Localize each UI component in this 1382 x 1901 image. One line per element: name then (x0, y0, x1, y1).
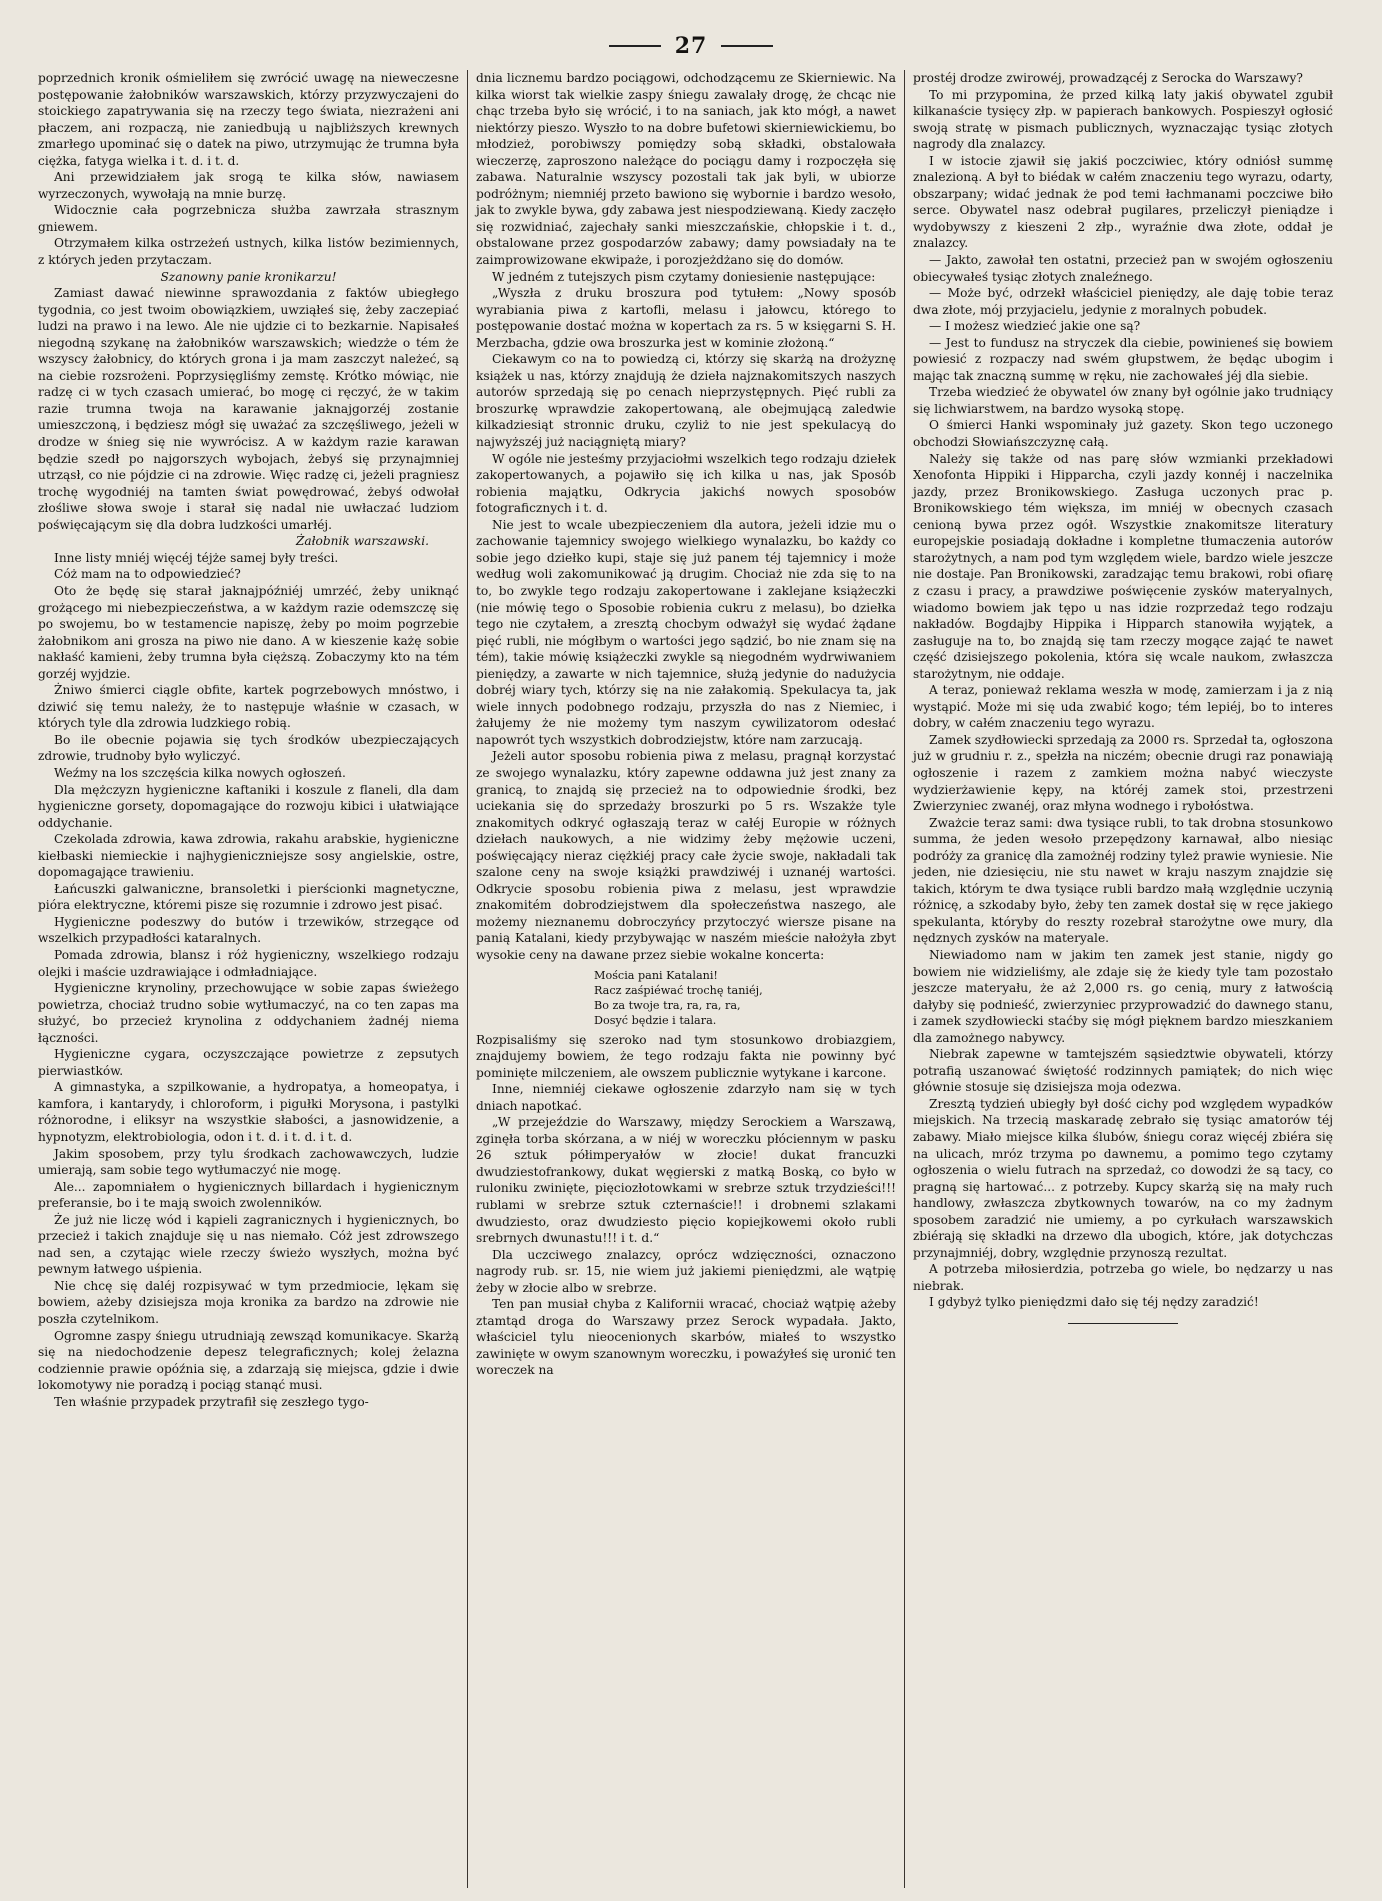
paragraph: — I możesz wiedzieć jakie one są? (929, 319, 1141, 334)
paragraph: Weźmy na los szczęścia kilka nowych ogłoszeń. (54, 765, 346, 780)
paragraph: W ogóle nie jesteśmy przyjaciołmi wszelkich tego rodzaju dziełek zakopertowanych, a pojawiło się ich kilka u nas, jak Sposób robienia majątku, Odkrycia jakichś nowych sposobów fotograficznych i t. d. (476, 451, 896, 516)
paragraph: Otrzymałem kilka ostrzeżeń ustnych, kilka listów bezimiennych, z których jeden przytaczam. (38, 236, 459, 268)
paragraph: — Jakto, zawołał ten ostatni, przecież pan w swojém ogłoszeniu obiecywałeś tysiąc złotych znaleźnego. (913, 253, 1333, 284)
paragraph: Zważcie teraz sami: dwa tysiące rubli, to tak drobna stosunkowo summa, że jeden wesoło przepędzony karnawał, albo niesiąc podróży za granicę dla zamożnéj rodziny tyleż prawie wyniesie. Nie jeden, nie dziesięciu, nie stu nawet w kraju naszym znajdzie się takich, którym te dwa tysiące rubli bardzo małą względnie uczynią różnicę, a szkodaby było, żeby ten zamek dostał się w ręce jakiego spekulanta, któryby do reszty rozebrał starożytne owe mury, dla nędznych zysków na materyale. (913, 815, 1333, 946)
paragraph: Niebrak zapewne w tamtejszém sąsiedztwie obywateli, którzy potrafią uszanować świętość rodzinnych pamiątek; do nich więc głównie stosuje się dzisiejsza moja odezwa. (913, 1047, 1333, 1095)
page-number: 27 (674, 33, 708, 59)
paragraph: Jeżeli autor sposobu robienia piwa z melasu, pragnął korzystać ze swojego wynalazku, który zapewne oddawna już jest znany za granicą, to znajdą się przecież na to odpowiednie środki, bez uciekania się do sprzedaży broszurki po 5 rs. Wszakże tyle znakomitych odkryć ogłaszają teraz w całéj Europie w różnych dziełach naukowych, a nie widzimy żeby mężowie uczeni, poświęcający nieraz ciężkiéj pracy całe życie swoje, nakładali tak szalone ceny na swoje książki prawdziwéj i uznanéj wartości. Odkrycie sposobu robienia piwa z melasu, jest wprawdzie znakomitém dobrodziejstwem dla społeczeństwa naszego, ale możemy nieznanemu dobroczyńcy przytoczyć wiersze pisane na panią Katalani, kiedy przybywając w naszém mieście nałożyła zbyt wysokie ceny na dawane przez siebie wokalne koncerta: (476, 749, 896, 962)
paragraph: Ciekawym co na to powiedzą ci, którzy się skarżą na drożyznę książek u nas, którzy znajdują że dzieła najznakomitszych naszych autorów sprzedają się po cenach nieprzystępnych. Pięć rubli za broszurkę wprawdzie zakopertowaną, ale obejmującą zaledwie kilkadziesiąt stronnic druku, czyliż to nie jest spekulacyą do najwyższéj już naciągniętą miary? (476, 352, 896, 450)
verse-line: Bo za twoje tra, ra, ra, ra, (594, 998, 741, 1012)
column-left (30, 70, 467, 1888)
paragraph: Ten pan musiał chyba z Kalifornii wracać, chociaż wątpię ażeby ztamtąd droga do Warszawy przez Serock wypadała. Jakto, właściciel tylu nieocenionych skarbów, miałeś to wszystko zawinięte w owym szanownym woreczku, i powaźyłeś się uronić ten woreczek na (476, 1297, 896, 1378)
paragraph: Trzeba wiedzieć że obywatel ów znany był ogólnie jako trudniący się lichwiarstwem, na bardzo wysoką stopę. (913, 385, 1333, 416)
paragraph: A potrzeba miłosierdzia, potrzeba go wiele, bo nędzarzy u nas niebrak. (913, 1262, 1333, 1293)
paragraph: Zresztą tydzień ubiegły był dość cichy pod względem wypadków miejskich. Na trzecią maskaradę zebrało się tysiąc amatorów téj zabawy. Miało miejsce kilka ślubów, śniegu coraz więcéj zbiéra się na ulicach, mróz trzyma po dawnemu, a pomimo tego czytamy ogłoszenia o wielu futrach na sprzedaż, co dowodzi że są tacy, co pragną się hartować... z potrzeby. Kupcy skarżą się na mały ruch handlowy, zwłaszcza zbytkownych towarów, na co my żadnym sposobem zaradzić nie umiemy, a po cyrkułach warszawskich zbiérają się składki na drzewo dla ubogich, które, jak dotychczas przynajmniéj, dobry, względnie przynoszą rezultat. (913, 1096, 1333, 1260)
column-right (904, 70, 1341, 1888)
paragraph: Ten właśnie przypadek przytrafił się zeszłego tygo- (54, 1394, 369, 1409)
paragraph: Łańcuszki galwaniczne, bransoletki i pierścionki magnetyczne, pióra elektryczne, któremi pisze się rozumnie i zdrowo jest pisać. (38, 881, 459, 913)
end-rule (1068, 1323, 1178, 1324)
header-rule-left (609, 45, 661, 47)
paragraph: Bo ile obecnie pojawia się tych środków ubezpieczających zdrowie, trudnoby było wyliczyć. (38, 732, 459, 764)
header-rule-right (721, 45, 773, 47)
paragraph: Żniwo śmierci ciągle obfite, kartek pogrzebowych mnóstwo, i dziwić się temu należy, że to następuje właśnie w czasach, w których tyle dla zdrowia ludzkiego robią. (38, 683, 459, 731)
paragraph: Hygieniczne krynoliny, przechowujące w sobie zapas świeżego powietrza, chociaż trudno sobie wytłumaczyć, na co ten zapas ma służyć, bo przecież krynolina z oddychaniem żadnéj niema łączności. (38, 981, 459, 1045)
paragraph: Inne listy mniéj więcéj téjże samej były treści. (54, 550, 339, 565)
paragraph: Dla mężczyzn hygieniczne kaftaniki i koszule z flaneli, dla dam hygieniczne gorsety, dopomagające do rozwoju kibici i ułatwiające oddychanie. (38, 782, 459, 830)
paragraph: prostéj drodze zwirowéj, prowadzącéj z Serocka do Warszawy? (913, 71, 1303, 85)
verse-line: Mościa pani Katalani! (594, 968, 718, 982)
paragraph: Dla uczciwego znalazcy, oprócz wdzięczności, oznaczono nagrody rub. sr. 15, nie wiem już jakiemi pieniędzmi, ale wątpię żeby w złocie albo w srebrze. (476, 1247, 896, 1295)
column-middle (467, 70, 904, 1888)
paragraph: Pomada zdrowia, blansz i róż hygieniczny, wszelkiego rodzaju olejki i maście uzdrawiające i odmładniające. (38, 947, 459, 979)
paragraph: A gimnastyka, a szpilkowanie, a hydropatya, a homeopatya, i kamfora, i kantarydy, i chloroform, i pigułki Morysona, i pastylki różnorodne, i eliksyr na wszystkie słabości, a jasnowidzenie, a hypnotyzm, elektrobiologia, odon i t. d. i t. d. i t. d. (38, 1080, 459, 1144)
paragraph: To mi przypomina, że przed kilką laty jakiś obywatel zgubił kilkanaście tysięcy złp. w papierach bankowych. Pospieszył ogłosić swoją stratę w pismach publicznych, wyznaczając tysiąc złotych nagrody dla znalazcy. (913, 87, 1333, 152)
paragraph: I gdybyż tylko pieniędzmi dało się téj nędzy zaradzić! (929, 1295, 1259, 1310)
verse-line: Dosyć będzie i talara. (594, 1013, 717, 1027)
paragraph: Nie jest to wcale ubezpieczeniem dla autora, jeżeli idzie mu o zachowanie tajemnicy swojego wielkiego wynalazku, bo każdy co sobie jego dziełko kupi, staje się już panem téj tajemnicy i może według woli zakomunikować ją drugim. Chociaż nie zda się to na to, bo zwykle tego rodzaju zakopertowane i zaklejane książeczki (nie mówię tego o Sposobie robienia cukru z melasu), bo dziełka tego nie czytałem, a zresztą chocbym odważył się wydać żądane pięć rubli, nie mógłbym o wartości jego sądzić, bo nie znam się na tém), takie mówię książeczki zwykle są niegodném wydrwiwaniem pieniędzy, a zawarte w nich tajemnice, służą jedynie do nadużycia dobréj wiary tych, którzy się na nie załakomią. Spekulacya ta, jak wiele innych podobnego rodzaju, przyszła do nas z Niemiec, i żałujemy że nie możemy tym naszym cywilizatorom odesłać napowrót tych wszystkich dobrodziejstw, które nam zarzucają. (476, 517, 896, 747)
page-header (0, 26, 1382, 66)
paragraph: Inne, niemniéj ciekawe ogłoszenie zdarzyło nam się w tych dniach napotkać. (476, 1082, 896, 1113)
verse-line: Racz zaśpiéwać trochę taniéj, (594, 983, 763, 997)
verse-quote (476, 968, 896, 1028)
paragraph: Widocznie cała pogrzebnicza służba zawrzała strasznym gniewem. (38, 203, 459, 234)
paragraph: Rozpisaliśmy się szeroko nad tym stosunkowo drobiazgiem, znajdujemy bowiem, że tego rodzaju fakta nie powinny być pominięte milczeniem, ale owszem publicznie wytykane i karcone. (476, 1032, 896, 1080)
paragraph: Hygieniczne cygara, oczyszczające powietrze z zepsutych pierwiastków. (38, 1047, 459, 1078)
paragraph: Oto że będę się starał jaknajpóźniéj umrzéć, żeby uniknąć grożącego mi niebezpieczeństwa, a w każdym razie odemszczę się po swojemu, bo w testamencie napiszę, żeby po moim pogrzebie żałobnikom ani grosza na piwo nie dano. A w kieszenie każę sobie nakłaść kamieni, żeby trumna była cięższą. Zobaczymy kto na tém gorzéj wyjdzie. (38, 583, 459, 681)
paragraph: Hygieniczne podeszwy do butów i trzewików, strzegące od wszelkich przypadłości kataralnych. (38, 914, 459, 946)
paragraph: „Wyszła z druku broszura pod tytułem: „Nowy sposób wyrabiania piwa z kartofli, melasu i jałowcu, którego to postępowanie dostać można w kopertach za rs. 5 w księgarni S. H. Merzbacha, gdzie owa broszurka jest w kominie złożoną.“ (476, 286, 896, 350)
paragraph: A teraz, ponieważ reklama weszła w modę, zamierzam i ja z nią wystąpić. Może mi się uda zwabić kogo; tém lepiéj, bo to interes dobry, w całém znaczeniu tego wyrazu. (913, 683, 1333, 731)
paragraph: Zamiast dawać niewinne sprawozdania z faktów ubiegłego tygodnia, co jest twoim obowiązkiem, uwziąłeś się, żeby zaczepiać ludzi na prawo i na lewo. Ale nie ujdzie ci to bezkarnie. Napisałeś niegodną szykanę na żałobników warszawskich; wiedzże o tém że wszyscy żałobnicy, do których grona i ja mam zaszczyt należeć, są na ciebie rozsrożeni. Poprzysięgliśmy zemstę. Krótko mówiąc, nie radzę ci w tych czasach umierać, bo mogę ci ręczyć, że w takim razie trumna twoja na karawanie jaknajgorzéj zostanie umieszczoną, i będziesz mógł się uważać za szczęśliwego, jeżeli w drodze w śnieg się nie wywrócisz. A w każdym razie karawan będzie szedł po najgorszych wybojach, żebyś się przynajmniej utrząsł, co nie pójdzie ci na zdrowie. Więc radzę ci, jeżeli pragniesz trochę wygodniéj na tamten świat powędrować, żebyś odwołał złośliwe słowa swoje i starał się nadal nie uwłaczać ludziom poświęcającym się dla dobra ludzkości umarłéj. (38, 286, 459, 532)
paragraph: Należy się także od nas parę słów wzmianki przekładowi Xenofonta Hippiki i Hipparcha, czyli jazdy konnéj i naczelnika jazdy, przez Bronikowskiego. Zasługa uczonych prac p. Bronikowskiego tém większa, im mniéj w obecnych czasach cenioną bywa przez ogół. Wszystkie znakomitsze literatury europejskie posiadają dokładne i kompletne tłumaczenia autorów starożytnych, a nam pod tym względem wiele, bardzo wiele jeszcze nie dostaje. Pan Bronikowski, zaradzając temu brakowi, robi ofiarę z czasu i pracy, a prawdziwe poświęcenie zysków materyalnych, wiadomo bowiem jak tępo u nas idzie rozprzedaż tego rodzaju nakładów. Bogdajby Hippika i Hipparch stanowiła wyjątek, a zasługuje na to, bo znajdą się tam rzeczy mogące zająć te nawet część dzisiejszego pokolenia, która się wcale naukom, zwłaszcza starożytnym, nie oddaje. (913, 451, 1333, 681)
paragraph: Ani przewidziałem jak srogą te kilka słów, nawiasem wyrzeczonych, wywołają na mnie burzę. (38, 170, 459, 201)
paragraph: W jedném z tutejszych pism czytamy doniesienie następujące: (492, 269, 876, 284)
paragraph: I w istocie zjawił się jakiś poczciwiec, który odniósł summę znalezioną. A był to biédak w całém znaczeniu tego wyrazu, odarty, obszarpany; widać jednak że pod temi łachmanami poczciwe biło serce. Obywatel nasz odebrał pugilares, przeliczył pieniądze i wydobywszy z kieszeni 2 złp., wyraźnie dwa złote, oddał je znalazcy. (913, 153, 1333, 251)
paragraph: Czekolada zdrowia, kawa zdrowia, rakahu arabskie, hygieniczne kiełbaski niemieckie i najhygieniczniejsze sosy angielskie, ostre, dopomagające trawieniu. (38, 832, 459, 880)
paragraph: Niewiadomo nam w jakim ten zamek jest stanie, nigdy go bowiem nie widzieliśmy, ale zdaje się że kiedy tyle tam pozostało jeszcze materyału, że aż 2,000 rs. go cenią, mury z łatwością dałyby się podnieść, zwierzyniec przyprowadzić do dawnego stanu, i zamek szydłowiecki staćby się mógł pięknem bardzo mieszkaniem dla zamożnego nabywcy. (913, 947, 1333, 1045)
text-columns (30, 70, 1352, 1888)
paragraph: dnia licznemu bardzo pociągowi, odchodzącemu ze Skierniewic. Na kilka wiorst tak wielkie zaspy śniegu zawalały drogę, że chcąc nie chąc trzeba było się wrócić, i to na saniach, jak kto mógł, a nawet niektórzy pieszo. Wyszło to na dobre bufetowi skierniewickiemu, bo młodzież, porobiwszy pomiędzy sobą składki, obstalowała wieczerzę, zaproszono należące do pociągu damy i rozpoczęła się zabawa. Naturalnie wszyscy pozostali tak jak byli, w ubiorze podróżnym; niemniéj przeto bawiono się wybornie i bardzo wesoło, jak to zwykle bywa, gdy zabawa jest niespodziewaną. Kiedy zaczęło się rozwidniać, zajechały sanki mieszczańskie, chłopskie i t. d., obstalowane przez gospodarzów zabawy; damy powsiadały na te zaimprowizowane ekwipaże, i porozjeżdżano się do domów. (476, 71, 896, 268)
paragraph: Cóż mam na to odpowiedzieć? (54, 567, 241, 582)
letter-signature: Żałobnik warszawski. (295, 534, 429, 549)
paragraph: poprzednich kronik ośmieliłem się zwrócić uwagę na nieweczesne postępowanie żałobników warszawskich, którzy przyzwyczajeni do stoickiego zapatrywania się na rzeczy tego świata, niezrażeni ani płaczem, ani rozpaczą, nie zaniedbują u najbliższych krewnych zmarłego upominać się o datek na piwo, utrzymując że trumna była ciężka, fatyga wielka i t. d. i t. d. (38, 71, 459, 168)
paragraph: „W przejeździe do Warszawy, między Serockiem a Warszawą, zginęła torba skórzana, a w niéj w woreczku płóciennym w pasku 26 sztuk półimperyałów w złocie! dukat francuzki dwudziestofrankowy, dukat węgierski z matką Boską, co było w ruloniku zwinięte, pięciozłotowkami w srebrze sztuk trzydzieści!!! rublami w srebrze sztuk czternaście!! i drobnemi szlakami dwudziesto, oraz dwudziesto pięcio kopiejkowemi około rubli srebrnych dwunastu!!! i t. d.“ (476, 1115, 896, 1246)
paragraph: Ale... zapomniałem o hygienicznych billardach i hygienicznym preferansie, bo i te mają swoich zwolenników. (38, 1179, 459, 1211)
paragraph: Jakim sposobem, przy tylu środkach zachowawczych, ludzie umierają, sam sobie tego wytłumaczyć nie mogę. (38, 1146, 459, 1178)
paragraph: — Może być, odrzekł właściciel pieniędzy, ale daję tobie teraz dwa złote, mój przyjacielu, jedynie z moralnych pobudek. (913, 286, 1333, 317)
paragraph: Zamek szydłowiecki sprzedają za 2000 rs. Sprzedał ta, ogłoszona już w grudniu r. z., spełzła na niczém; obecnie drugi raz ponawiają ogłoszenie i razem z zamkiem można nabyć wieczyste wydzierżawienie kępy, na któréj zamek stoi, przestrzeni Zwierzyniec zwanéj, oraz młyna wodnego i rybołóstwa. (913, 732, 1333, 814)
letter-salutation: Szanowny panie kronikarzu! (160, 269, 337, 284)
paragraph: Ogromne zaspy śniegu utrudniają zewsząd komunikacye. Skarżą się na niedochodzenie depesz telegraficznych; kolej żelazna codziennie prawie opóźnia się, a zdarzają się miejsca, gdzie i dwie lokomotywy nie poradzą i pociąg stanąć musi. (38, 1328, 459, 1393)
paragraph: — Jest to fundusz na stryczek dla ciebie, powinieneś się bowiem powiesić z rozpaczy nad swém głupstwem, że będąc ubogim i mając tak znaczną summę w ręku, nie zachowałeś jéj dla siebie. (913, 335, 1333, 383)
paragraph: Nie chcę się daléj rozpisywać w tym przedmiocie, lękam się bowiem, ażeby dzisiejsza moja kronika za bardzo na zdrowie nie poszła czytelnikom. (38, 1278, 459, 1327)
paragraph: Że już nie liczę wód i kąpieli zagranicznych i hygienicznych, bo przecież i takich znajduje się u nas niemało. Cóż jest zdrowszego nad sen, a czytając wiele rzeczy świeżo wyszłych, można być pewnym łatwego uśpienia. (38, 1212, 459, 1277)
paragraph: O śmierci Hanki wspominały już gazety. Skon tego uczonego obchodzi Słowiańszczyznę całą. (913, 418, 1333, 450)
